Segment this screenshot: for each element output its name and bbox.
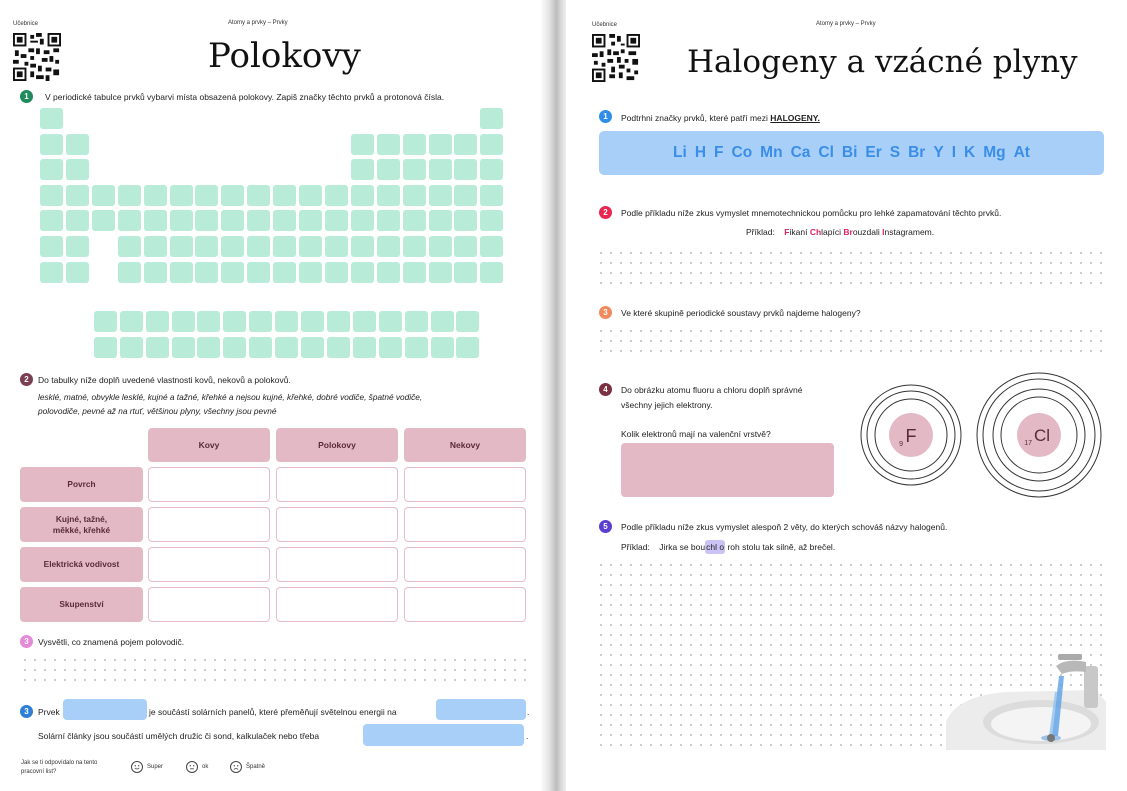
element-cell[interactable]: [403, 185, 426, 206]
element-cell[interactable]: [170, 185, 193, 206]
element-cell[interactable]: [273, 262, 296, 283]
element-symbol[interactable]: F: [714, 144, 724, 161]
element-cell[interactable]: [403, 134, 426, 155]
column-header-polokovy: Polokovy: [276, 428, 398, 462]
f-block-cell[interactable]: [353, 311, 376, 332]
element-cell[interactable]: [377, 185, 400, 206]
element-cell[interactable]: [299, 210, 322, 231]
element-symbol[interactable]: Y: [933, 144, 944, 161]
element-cell[interactable]: [325, 210, 348, 231]
smiley-sad-icon[interactable]: [230, 761, 242, 773]
blank-device-field[interactable]: [363, 724, 524, 746]
f-block-cell[interactable]: [249, 337, 272, 358]
element-cell[interactable]: [299, 262, 322, 283]
element-symbol[interactable]: S: [889, 144, 901, 161]
sink-faucet-illustration: [946, 652, 1106, 750]
fluorine-number: 9: [899, 441, 903, 448]
element-symbol[interactable]: K: [964, 144, 976, 161]
element-cell[interactable]: [40, 262, 63, 283]
element-cell[interactable]: [429, 262, 452, 283]
element-cell[interactable]: [273, 236, 296, 257]
element-cell[interactable]: [92, 185, 115, 206]
element-cell[interactable]: [403, 236, 426, 257]
element-symbol[interactable]: At: [1013, 144, 1030, 161]
element-symbol[interactable]: Ca: [790, 144, 811, 161]
element-cell[interactable]: [377, 159, 400, 180]
f-block-cell[interactable]: [275, 337, 298, 358]
question-4-end-2: .: [526, 731, 529, 741]
page-title: Halogeny a vzácné plyny: [687, 44, 1078, 80]
element-cell[interactable]: [403, 210, 426, 231]
element-cell[interactable]: [144, 210, 167, 231]
question-4-line-1: Do obrázku atomu fluoru a chloru doplň správné: [621, 385, 803, 395]
element-cell[interactable]: [480, 134, 503, 155]
question-4-line-2: všechny jejich elektrony.: [621, 400, 713, 410]
example-label: Příklad:: [746, 227, 775, 237]
element-cell[interactable]: [480, 262, 503, 283]
element-cell[interactable]: [40, 108, 63, 129]
element-cell[interactable]: [480, 185, 503, 206]
element-cell[interactable]: [66, 134, 89, 155]
f-block-cell[interactable]: [456, 337, 479, 358]
mnemonic-example: [746, 227, 934, 237]
f-block-cell[interactable]: [197, 311, 220, 332]
element-cell[interactable]: [221, 210, 244, 231]
element-cell[interactable]: [247, 185, 270, 206]
element-cell[interactable]: [429, 185, 452, 206]
question-number-4: 4: [599, 383, 612, 396]
fluorine-symbol: F: [905, 426, 917, 446]
f-block-cell[interactable]: [327, 311, 350, 332]
element-cell[interactable]: [221, 185, 244, 206]
element-cell[interactable]: [118, 210, 141, 231]
element-cell[interactable]: [144, 262, 167, 283]
table-answer-cell[interactable]: [148, 587, 270, 622]
smiley-neutral-icon[interactable]: [186, 761, 198, 773]
table-answer-cell[interactable]: [404, 587, 526, 622]
question-3-text: Ve které skupině periodické soustavy prvků najdeme halogeny?: [621, 308, 861, 318]
question-3-text: Vysvětli, co znamená pojem polovodič.: [38, 637, 185, 647]
right-page: [566, 0, 1127, 791]
element-cell[interactable]: [221, 236, 244, 257]
element-symbol[interactable]: Er: [865, 144, 882, 161]
mnemonic-rest: apíci: [823, 227, 844, 237]
question-4-sub: Kolik elektronů mají na valenční vrstvě?: [621, 429, 771, 439]
element-cell[interactable]: [273, 185, 296, 206]
f-block-cell[interactable]: [431, 337, 454, 358]
element-cell[interactable]: [273, 210, 296, 231]
topic-header: Atomy a prvky – Prvky: [816, 21, 876, 27]
example-label: Příklad:: [621, 542, 650, 552]
element-cell[interactable]: [325, 236, 348, 257]
example-post: roh stolu tak silně, až brečel.: [725, 542, 836, 552]
page-title: Polokovy: [208, 36, 361, 76]
question-4-end-1: .: [527, 707, 530, 717]
f-block-cell[interactable]: [120, 311, 143, 332]
element-cell[interactable]: [351, 210, 374, 231]
element-cell[interactable]: [325, 262, 348, 283]
table-answer-cell[interactable]: [404, 547, 526, 582]
chlorine-atom-diagram[interactable]: [976, 372, 1102, 498]
element-cell[interactable]: [480, 108, 503, 129]
dotted-answer-area[interactable]: [596, 326, 1108, 358]
table-answer-cell[interactable]: [404, 467, 526, 502]
f-block-cell[interactable]: [94, 311, 117, 332]
table-answer-cell[interactable]: [148, 507, 270, 542]
element-cell[interactable]: [325, 185, 348, 206]
element-cell[interactable]: [195, 262, 218, 283]
element-symbol[interactable]: Mn: [760, 144, 783, 161]
element-cell[interactable]: [118, 262, 141, 283]
dotted-answer-area[interactable]: [20, 655, 530, 685]
element-cell[interactable]: [118, 236, 141, 257]
question-number-1: 1: [599, 110, 612, 123]
element-cell[interactable]: [195, 185, 218, 206]
element-cell[interactable]: [40, 236, 63, 257]
question-number-2: 2: [20, 373, 33, 386]
f-block-cell[interactable]: [379, 311, 402, 332]
question-number-3: 3: [599, 306, 612, 319]
question-1-bold: HALOGENY.: [770, 113, 820, 123]
element-cell[interactable]: [454, 185, 477, 206]
row-header-vodivost: [20, 547, 143, 582]
element-cell[interactable]: [454, 134, 477, 155]
element-cell[interactable]: [429, 159, 452, 180]
chlorine-symbol: Cl: [1033, 426, 1051, 445]
feedback-option-super: Super: [147, 764, 164, 770]
element-symbol[interactable]: Br: [908, 144, 926, 161]
element-cell[interactable]: [92, 210, 115, 231]
topic-header: Atomy a prvky – Prvky: [228, 20, 288, 26]
question-1-text: V periodické tabulce prvků vybarvi místa obsazená polokovy. Zapiš značky těchto prvků a protonová čísla.: [45, 92, 445, 102]
element-cell[interactable]: [403, 262, 426, 283]
row-label-line-1: Kujné, tažné,: [55, 513, 108, 524]
element-cell[interactable]: [40, 159, 63, 180]
table-answer-cell[interactable]: [276, 587, 398, 622]
question-2-text: Podle příkladu níže zkus vymyslet mnemotechnickou pomůcku pro lehké zapamatování těchto prvků.: [621, 208, 1002, 218]
question-number-4: 3: [20, 705, 33, 718]
f-block-cell[interactable]: [301, 337, 324, 358]
element-cell[interactable]: [247, 236, 270, 257]
valence-answer-box[interactable]: [621, 443, 834, 497]
element-cell[interactable]: [480, 159, 503, 180]
question-2-text: Do tabulky níže doplň uvedené vlastnosti kovů, nekovů a polokovů.: [38, 375, 291, 385]
element-cell[interactable]: [144, 185, 167, 206]
element-cell[interactable]: [351, 262, 374, 283]
f-block-cell[interactable]: [172, 337, 195, 358]
f-block-cell[interactable]: [327, 337, 350, 358]
example-highlight: chl o: [706, 542, 725, 552]
element-cell[interactable]: [66, 236, 89, 257]
feedback-question-line-2: pracovní list?: [21, 769, 57, 775]
element-symbol[interactable]: Co: [731, 144, 753, 161]
hint-line-2: polovodiče, pevné až na rtuť, většinou plyny, všechny jsou pevné: [38, 406, 277, 416]
f-block-cell[interactable]: [301, 311, 324, 332]
question-4-prefix: Prvek: [38, 707, 60, 717]
element-cell[interactable]: [351, 185, 374, 206]
feedback-option-spatne: Špatně: [246, 764, 266, 770]
mnemonic-rest: l: [821, 227, 824, 237]
f-block-cell[interactable]: [146, 311, 169, 332]
qr-code[interactable]: [592, 34, 640, 82]
element-cell[interactable]: [454, 210, 477, 231]
element-cell[interactable]: [377, 236, 400, 257]
question-1-text: [621, 113, 820, 123]
feedback-question-line-1: Jak se ti odpovídalo na tento: [21, 760, 98, 766]
question-1-text-main: Podtrhni značky prvků, které patří mezi: [621, 113, 768, 123]
element-cell[interactable]: [429, 134, 452, 155]
textbook-label: Učebnice: [13, 21, 39, 27]
mnemonic-rest: ouzdali: [852, 227, 883, 237]
element-cell[interactable]: [351, 159, 374, 180]
element-cell[interactable]: [480, 210, 503, 231]
column-header-nekovy: Nekovy: [404, 428, 526, 462]
element-cell[interactable]: [454, 236, 477, 257]
blank-element-field[interactable]: [63, 699, 147, 720]
f-block-cell[interactable]: [379, 337, 402, 358]
table-answer-cell[interactable]: [148, 547, 270, 582]
element-cell[interactable]: [66, 159, 89, 180]
f-block-cell[interactable]: [431, 311, 454, 332]
element-cell[interactable]: [40, 134, 63, 155]
element-cell[interactable]: [429, 236, 452, 257]
element-cell[interactable]: [377, 210, 400, 231]
element-cell[interactable]: [299, 185, 322, 206]
element-symbol[interactable]: Bi: [841, 144, 858, 161]
fluorine-atom-diagram[interactable]: [860, 384, 962, 486]
f-block-cell[interactable]: [275, 311, 298, 332]
f-block-cell[interactable]: [405, 337, 428, 358]
row-label: Skupenství: [59, 599, 104, 609]
question-number-2: 2: [599, 206, 612, 219]
question-5-text: Podle příkladu níže zkus vymyslet alespoň 2 věty, do kterých schováš názvy halogenů.: [621, 522, 948, 532]
f-block-cell[interactable]: [120, 337, 143, 358]
hint-line-1: lesklé, matné, obvykle lesklé, kujné a tažné, křehké a nejsou kujné, křehké, dobré vodiče, špatné vodiče,: [38, 392, 423, 402]
blank-energy-field[interactable]: [436, 699, 526, 720]
left-page: [0, 0, 548, 791]
mnemonic-highlight: I: [882, 227, 885, 237]
element-cell[interactable]: [170, 236, 193, 257]
mnemonic-highlight: Ch: [809, 227, 822, 237]
element-cell[interactable]: [170, 262, 193, 283]
element-cell[interactable]: [144, 236, 167, 257]
element-cell[interactable]: [247, 262, 270, 283]
question-number-3: 3: [20, 635, 33, 648]
element-symbol[interactable]: H: [694, 144, 707, 161]
table-answer-cell[interactable]: [276, 467, 398, 502]
element-symbols-bar: [599, 131, 1104, 175]
chlorine-number: 17: [1024, 440, 1032, 447]
feedback-option-ok: ok: [202, 764, 209, 770]
element-cell[interactable]: [40, 185, 63, 206]
element-symbol[interactable]: Mg: [983, 144, 1006, 161]
element-cell[interactable]: [351, 134, 374, 155]
row-header-kujne: [20, 507, 143, 542]
element-cell[interactable]: [480, 236, 503, 257]
row-label-line-2: měkké, křehké: [52, 524, 111, 535]
element-cell[interactable]: [195, 236, 218, 257]
f-block-cell[interactable]: [197, 337, 220, 358]
example-pre: Jirka se bou: [659, 542, 706, 552]
f-block-cell[interactable]: [146, 337, 169, 358]
question-4-line-2: Solární články jsou součástí umělých družic či sond, kalkulaček nebo třeba: [38, 731, 320, 741]
element-cell[interactable]: [195, 210, 218, 231]
f-block-cell[interactable]: [223, 337, 246, 358]
element-cell[interactable]: [403, 159, 426, 180]
table-answer-cell[interactable]: [148, 467, 270, 502]
f-block-cell[interactable]: [456, 311, 479, 332]
question-number-1: 1: [20, 90, 33, 103]
element-cell[interactable]: [66, 262, 89, 283]
f-block-cell[interactable]: [172, 311, 195, 332]
element-cell[interactable]: [377, 134, 400, 155]
element-cell[interactable]: [377, 262, 400, 283]
row-header-skupenstvi: [20, 587, 143, 622]
element-symbol[interactable]: Li: [673, 144, 687, 161]
f-block-cell[interactable]: [405, 311, 428, 332]
question-5-example: [621, 542, 835, 552]
smiley-happy-icon[interactable]: [131, 761, 143, 773]
element-cell[interactable]: [299, 236, 322, 257]
mnemonic-rest: ikaní: [789, 227, 810, 237]
mnemonic-words: [784, 227, 934, 237]
table-answer-cell[interactable]: [276, 547, 398, 582]
column-header-kovy: Kovy: [148, 428, 270, 462]
element-cell[interactable]: [454, 262, 477, 283]
qr-code[interactable]: [13, 33, 61, 81]
table-answer-cell[interactable]: [404, 507, 526, 542]
row-header-povrch: [20, 467, 143, 502]
question-number-5: 5: [599, 520, 612, 533]
table-answer-cell[interactable]: [276, 507, 398, 542]
element-cell[interactable]: [351, 236, 374, 257]
element-cell[interactable]: [454, 159, 477, 180]
f-block-cell[interactable]: [94, 337, 117, 358]
element-cell[interactable]: [118, 185, 141, 206]
f-block-cell[interactable]: [353, 337, 376, 358]
row-label: Povrch: [67, 479, 96, 489]
mnemonic-highlight: F: [784, 227, 790, 237]
element-cell[interactable]: [40, 210, 63, 231]
row-label: Elektrická vodivost: [43, 559, 120, 569]
element-cell[interactable]: [170, 210, 193, 231]
f-block-cell[interactable]: [223, 311, 246, 332]
question-4-middle: je součástí solárních panelů, které přeměňují světelnou energii na: [149, 707, 397, 717]
mnemonic-rest: nstagramem.: [884, 227, 935, 237]
element-cell[interactable]: [221, 262, 244, 283]
element-cell[interactable]: [66, 185, 89, 206]
element-cell[interactable]: [247, 210, 270, 231]
mnemonic-highlight: Br: [843, 227, 853, 237]
textbook-label: Učebnice: [592, 22, 618, 28]
element-cell[interactable]: [429, 210, 452, 231]
element-symbol[interactable]: Cl: [818, 144, 834, 161]
element-cell[interactable]: [66, 210, 89, 231]
element-symbol[interactable]: I: [951, 144, 956, 161]
dotted-answer-area[interactable]: [596, 248, 1108, 288]
f-block-cell[interactable]: [249, 311, 272, 332]
